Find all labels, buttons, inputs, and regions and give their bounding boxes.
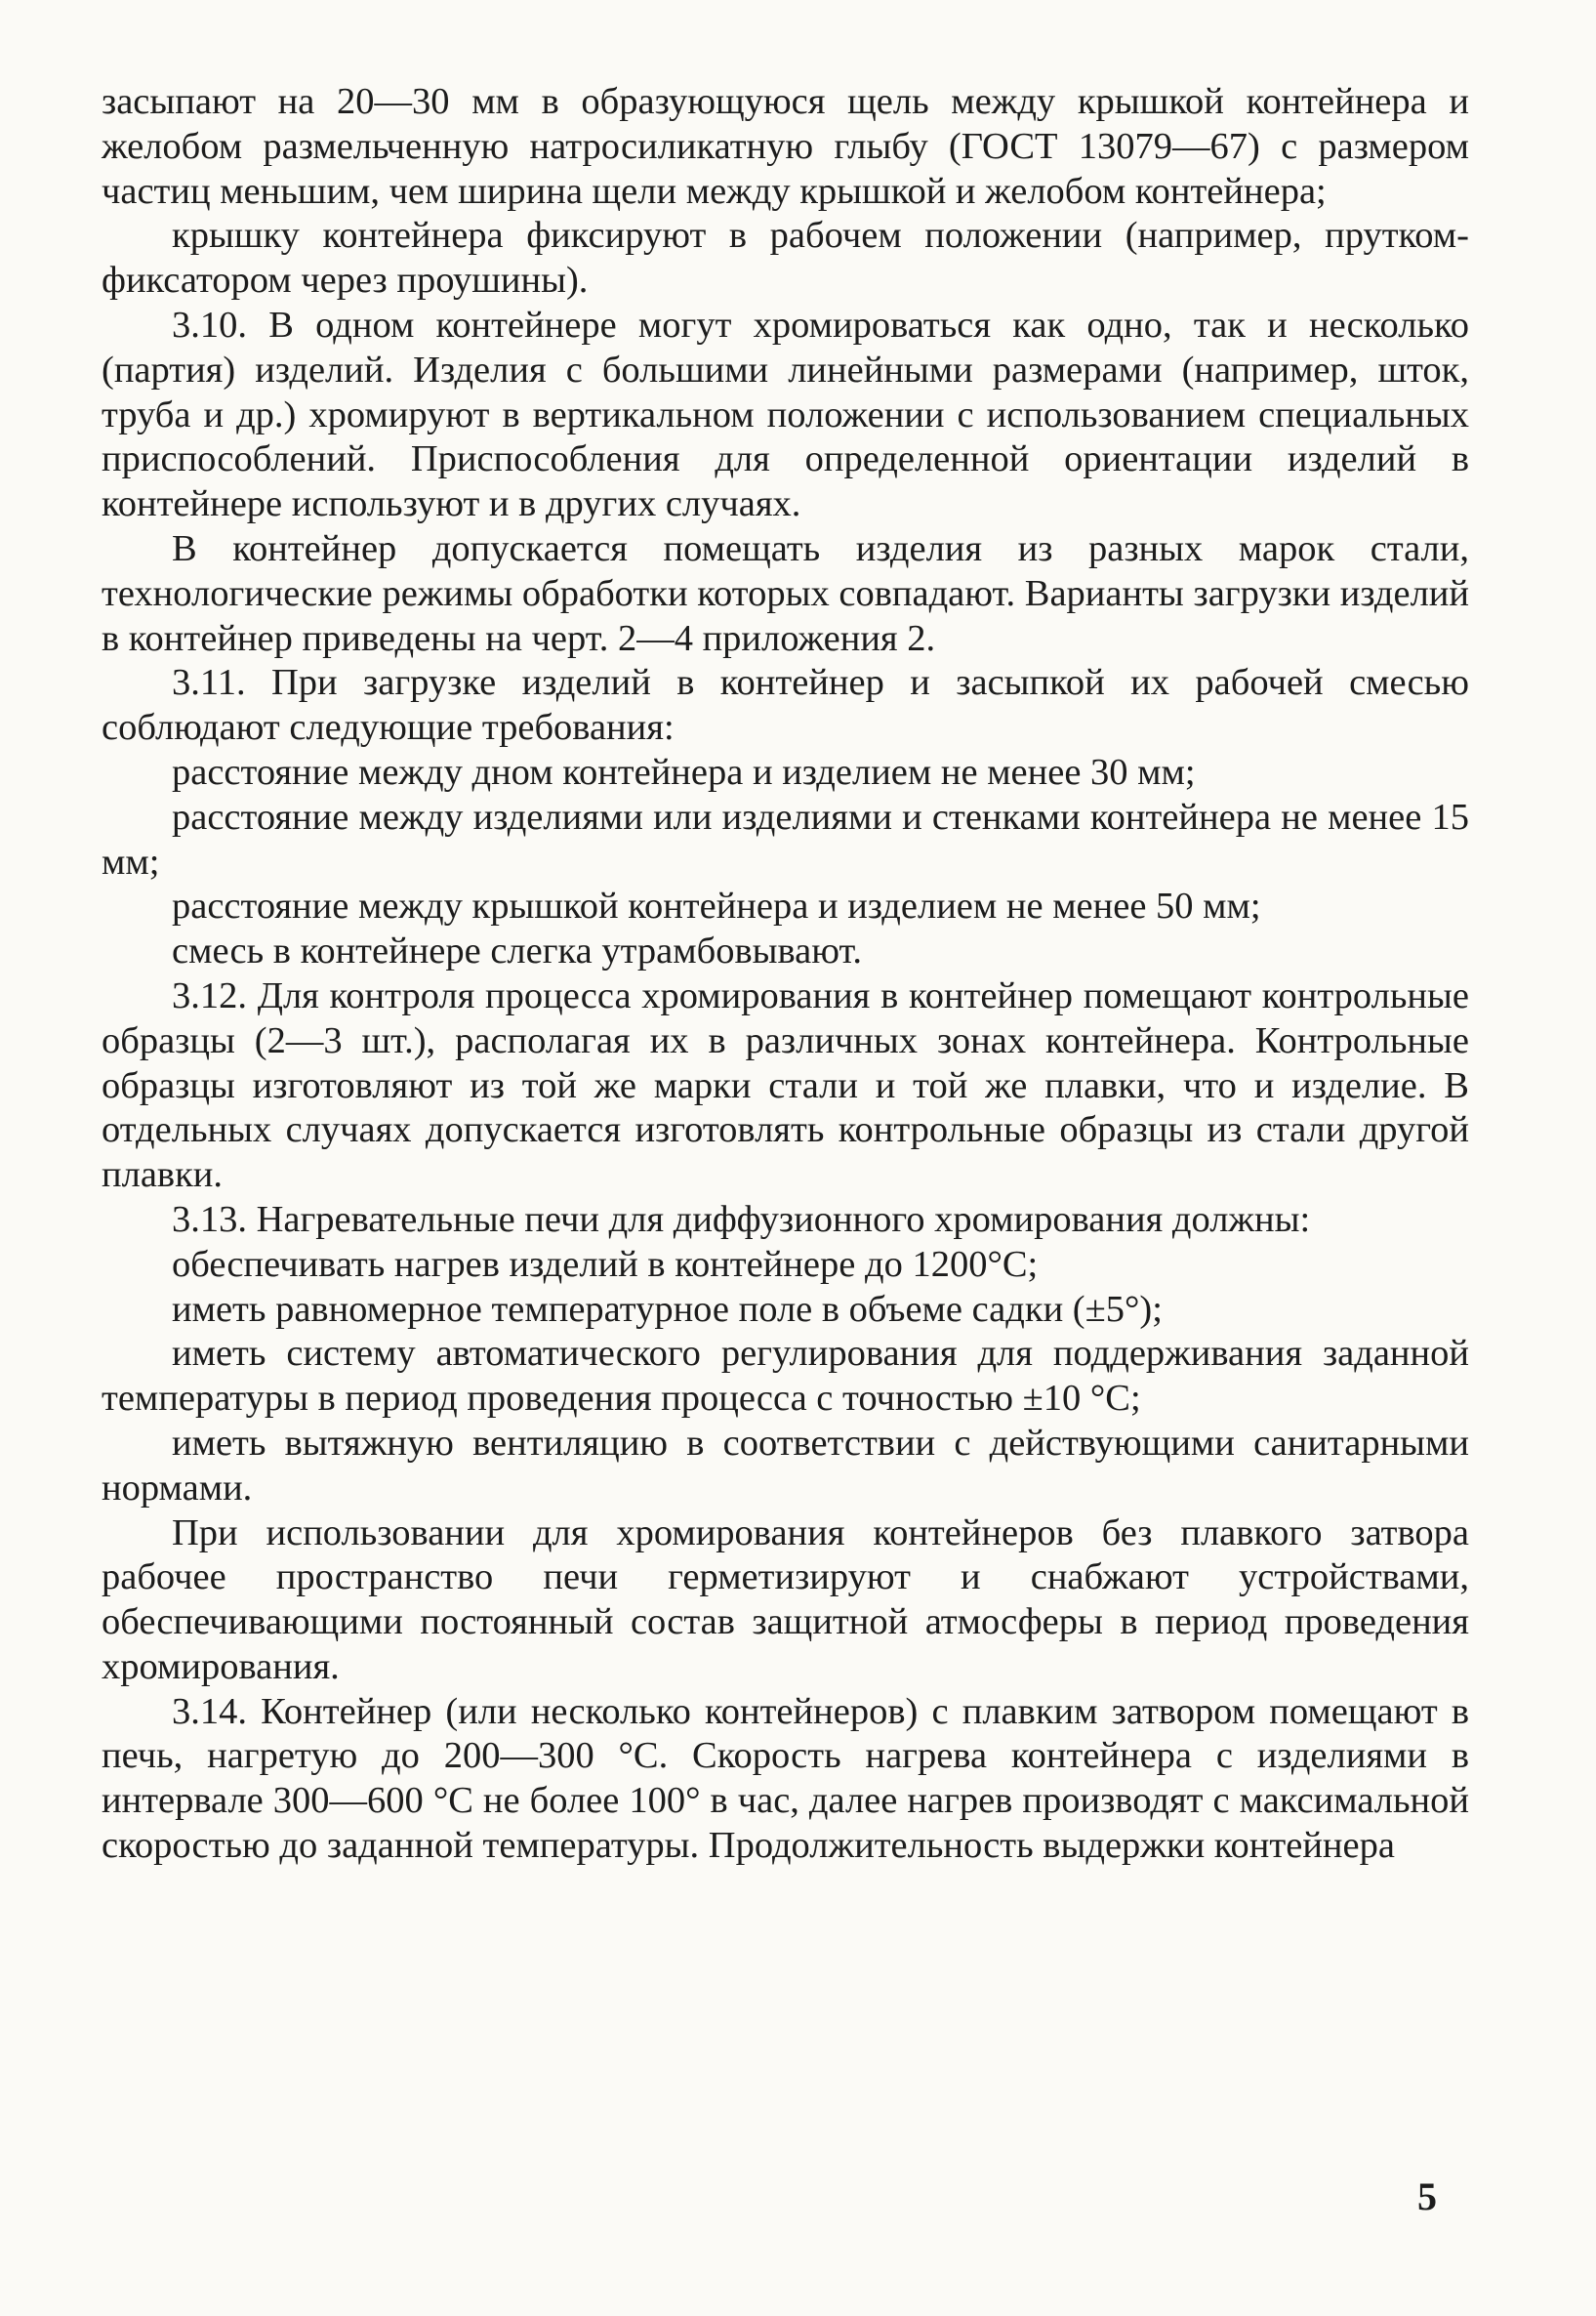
paragraph: смесь в контейнере слегка утрамбовывают. bbox=[172, 931, 863, 972]
body-text bbox=[102, 80, 1469, 1869]
paragraph: расстояние между изделиями или изделиями и стенками контейнера не менее 15 мм; bbox=[102, 796, 1469, 883]
paragraph: засыпают на 20—30 мм в образующуюся щель между крышкой контейнера и желобом размельченную натросиликатную глыбу (ГОСТ 13079—67) с размером частиц меньшим, чем ширина щели между крышкой и желобом контейнера; bbox=[102, 81, 1469, 212]
paragraph: иметь равномерное температурное поле в объеме садки (±5°); bbox=[172, 1288, 1163, 1330]
paragraph: В контейнер допускается помещать изделия из разных марок стали, технологические режимы обработки которых совпадают. Варианты загрузки изделий в контейнер приведены на черт. 2—4 приложения 2. bbox=[102, 527, 1469, 659]
page-number: 5 bbox=[1417, 2174, 1437, 2218]
paragraph: крышку контейнера фиксируют в рабочем положении (например, прутком-фиксатором через проушины). bbox=[102, 215, 1469, 302]
paragraph: иметь систему автоматического регулирования для поддерживания заданной температуры в период проведения процесса с точностью ±10 °С; bbox=[102, 1333, 1469, 1420]
paragraph: расстояние между дном контейнера и изделием не менее 30 мм; bbox=[172, 751, 1196, 793]
paragraph: 3.13. Нагревательные печи для диффузионного хромирования должны: bbox=[172, 1198, 1311, 1240]
paragraph: иметь вытяжную вентиляцию в соответствии с действующими санитарными нормами. bbox=[102, 1422, 1469, 1509]
paragraph: 3.12. Для контроля процесса хромирования в контейнер помещают контрольные образцы (2—3 шт.), располагая их в различных зонах контейнера. Контрольные образцы изготовляют из той же марки стали и той же плавки, что и изделие. В отдельных случаях допускается изготовлять контрольные образцы из стали другой плавки. bbox=[102, 974, 1469, 1196]
paragraph: При использовании для хромирования контейнеров без плавкого затвора рабочее пространство печи герметизируют и снабжают устройствами, обеспечивающими постоянный состав защитной атмосферы в период проведения хромирования. bbox=[102, 1511, 1469, 1687]
paragraph: 3.14. Контейнер (или несколько контейнеров) с плавким затвором помещают в печь, нагретую до 200—300 °С. Скорость нагрева контейнера с изделиями в интервале 300—600 °С не более 100° в час, далее нагрев производят с максимальной скоростью до заданной температуры. Продолжительность выдержки контейнера bbox=[102, 1690, 1469, 1867]
paragraph: обеспечивать нагрев изделий в контейнере до 1200°С; bbox=[172, 1243, 1039, 1285]
paragraph: 3.10. В одном контейнере могут хромироваться как одно, так и несколько (партия) изделий. Изделия с большими линейными размерами (например, шток, труба и др.) хромируют в вертикальном положении с использованием специальных приспособлений. Приспособления для определенной ориентации изделий в контейнере используют и в других случаях. bbox=[102, 304, 1469, 525]
paragraph: расстояние между крышкой контейнера и изделием не менее 50 мм; bbox=[172, 886, 1261, 928]
paragraph: 3.11. При загрузке изделий в контейнер и засыпкой их рабочей смесью соблюдают следующие требования: bbox=[102, 662, 1469, 749]
